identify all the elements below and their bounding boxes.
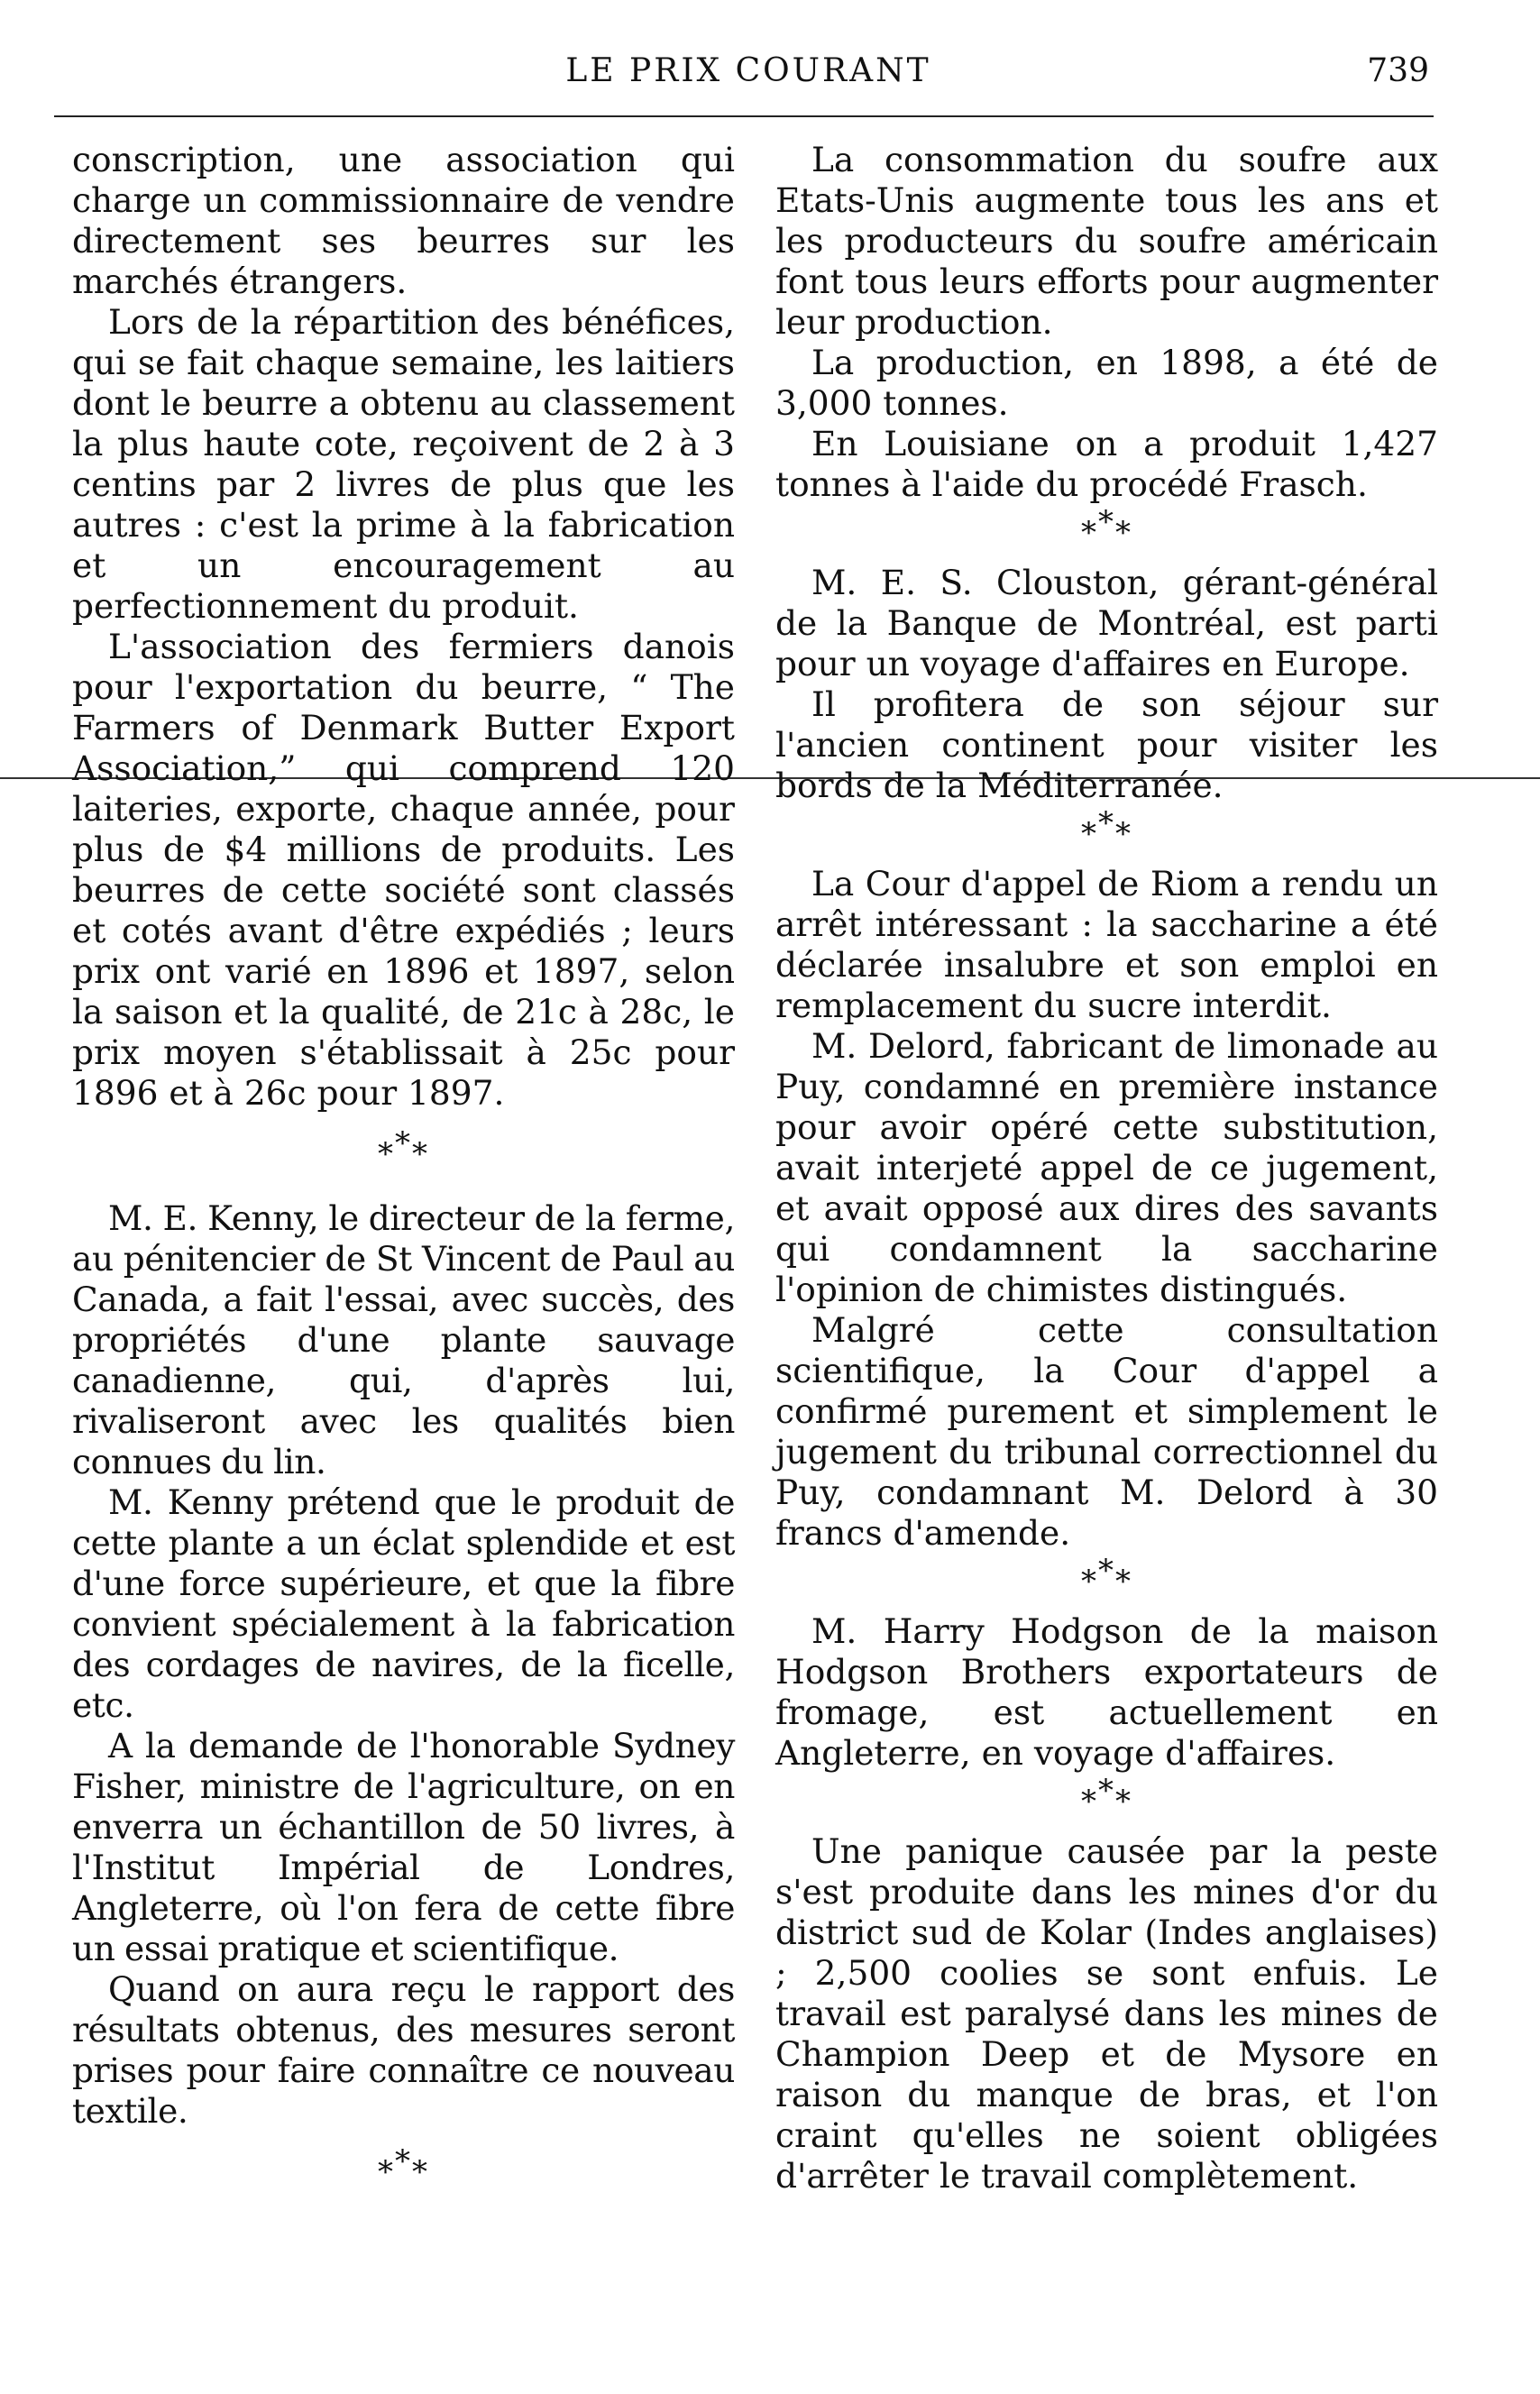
article-paragraph: Il profitera de son séjour sur l'ancien continent pour visiter les bords de la Méditerranée.	[775, 684, 1438, 805]
article-paragraph: La Cour d'appel de Riom a rendu un arrêt intéressant : la saccharine a été déclarée insalubre et son emploi en remplacement du sucre interdit.	[775, 864, 1438, 1025]
running-title: LE PRIX COURANT	[565, 52, 931, 89]
article-paragraph: La consommation du soufre aux Etats-Unis augmente tous les ans et les producteurs du soufre américain font tous leurs efforts pour augmenter leur production.	[775, 140, 1438, 342]
article-paragraph: conscription, une association qui charge un commissionnaire de vendre directement ses beurres sur les marchés étrangers.	[72, 140, 735, 301]
article-paragraph: La production, en 1898, a été de 3,000 tonnes.	[775, 343, 1438, 423]
article-paragraph: M. Kenny prétend que le produit de cette plante a un éclat splendide et est d'une force supérieure, et que la fibre convient spécialement à la fabrication des cordages de navires, de la ficelle, etc.	[72, 1482, 735, 1725]
article-paragraph: Malgré cette consultation scientifique, la Cour d'appel a confirmé purement et simplement le jugement du tribunal correctionnel du Puy, condamnant M. Delord à 30 francs d'amende.	[775, 1310, 1438, 1553]
article-paragraph: En Louisiane on a produit 1,427 tonnes à l'aide du procédé Frasch.	[775, 424, 1438, 504]
article-paragraph: A la demande de l'honorable Sydney Fisher, ministre de l'agriculture, on en enverra un échantillon de 50 livres, à l'Institut Impérial de Londres, Angleterre, où l'on fera de cette fibre un essai pratique et scientifique.	[72, 1726, 735, 1968]
right-column	[775, 140, 1438, 2197]
section-separator: ***	[1081, 1553, 1132, 1600]
section-separator: ***	[1081, 805, 1132, 852]
left-column	[72, 140, 735, 2216]
page-number: 739	[1367, 52, 1429, 89]
page-header	[68, 52, 1429, 106]
article-paragraph: M. Harry Hodgson de la maison Hodgson Brothers exportateurs de fromage, est actuellement en Angleterre, en voyage d'affaires.	[775, 1611, 1438, 1773]
article-paragraph: M. E. S. Clouston, gérant-général de la Banque de Montréal, est parti pour un voyage d'affaires en Europe.	[775, 563, 1438, 683]
article-paragraph: Quand on aura reçu le rapport des résultats obtenus, des mesures seront prises pour faire connaître ce nouveau textile.	[72, 1969, 735, 2131]
article-paragraph: M. E. Kenny, le directeur de la ferme, au pénitencier de St Vincent de Paul au Canada, a fait l'essai, avec succès, des propriétés d'une plante sauvage canadienne, qui, d'après lui, rivaliseront avec les qualités bien connues du lin.	[72, 1198, 735, 1481]
section-separator: ***	[1081, 1773, 1132, 1820]
article-paragraph: M. Delord, fabricant de limonade au Puy, condamné en première instance pour avoir opéré cette substitution, avait interjeté appel de ce jugement, et avait opposé aux dires des savants qui condamnent la saccharine l'opinion de chimistes distingués.	[775, 1026, 1438, 1309]
header-rule	[54, 115, 1434, 117]
section-separator: ***	[1081, 504, 1132, 551]
article-paragraph: L'association des fermiers danois pour l'exportation du beurre, “ The Farmers of Denmark Butter Export Association,” qui comprend 120 laiteries, exporte, chaque année, pour plus de $4 millions de produits. Les beurres de cette société sont classés et cotés avant d'être expédiés ; leurs prix ont varié en 1896 et 1897, selon la saison et la qualité, de 21c à 28c, le prix moyen s'établissait à 25c pour 1896 et à 26c pour 1897.	[72, 627, 735, 1113]
article-paragraph: Lors de la répartition des bénéfices, qui se fait chaque semaine, les laitiers dont le beurre a obtenu au classement la plus haute cote, reçoivent de 2 à 3 centins par 2 livres de plus que les autres : c'est la prime à la fabrication et un encouragement au perfectionnement du produit.	[72, 302, 735, 626]
section-separator: ***	[378, 2143, 429, 2190]
article-paragraph: Une panique causée par la peste s'est produite dans les mines d'or du district sud de Kolar (Indes anglaises) ; 2,500 coolies se sont enfuis. Le travail est paralysé dans les mines de Champion Deep et de Mysore en raison du manque de bras, et l'on craint qu'elles ne soient obligées d'arrêter le travail complètement.	[775, 1831, 1438, 2196]
section-separator: ***	[378, 1125, 429, 1172]
